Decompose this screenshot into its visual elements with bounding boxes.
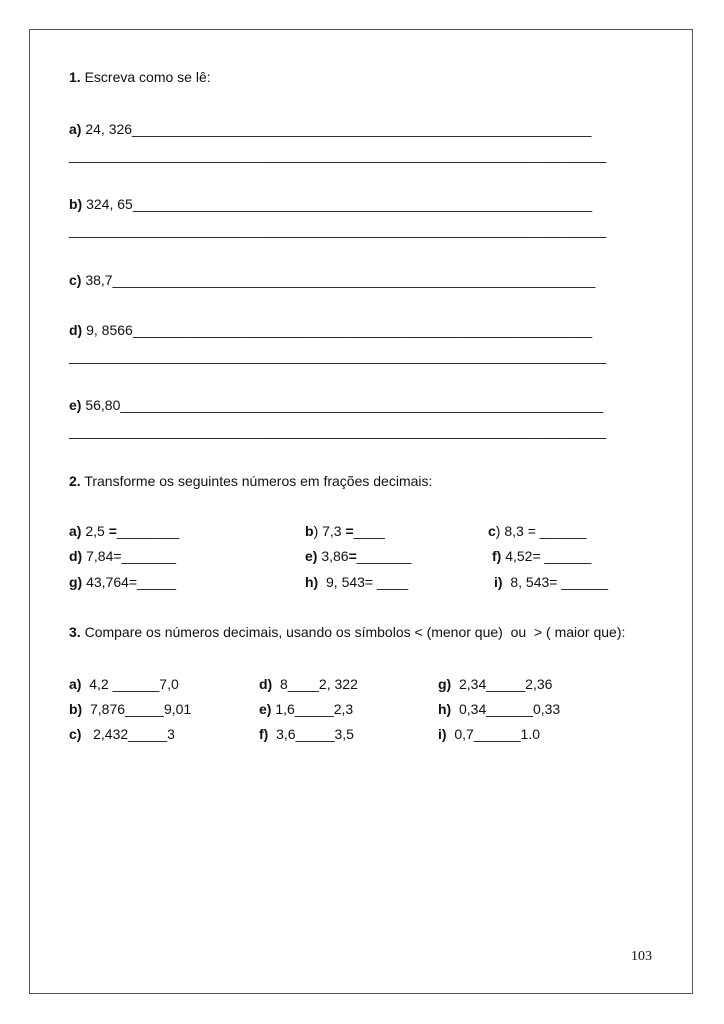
q3-item-b (69, 701, 191, 717)
q3-item-g (438, 676, 552, 692)
item-letter: c) (69, 272, 82, 288)
item-letter: e) (69, 397, 82, 413)
item-letter: b) (69, 196, 83, 212)
equals-sign: = (108, 523, 117, 539)
item-letter: c) (69, 726, 82, 742)
item-text: 2,5 (81, 523, 109, 539)
page-number: 103 (631, 949, 652, 964)
item-text: 4,52= ______ (501, 548, 592, 564)
item-text: 2,34_____2,36 (451, 676, 553, 692)
item-text: 9, 543= ____ (318, 574, 409, 590)
equals-sign: = (348, 548, 357, 564)
item-letter: i) (438, 726, 447, 742)
item-text: 324, 65___________________________________________________________ (82, 196, 593, 212)
item-text: 8____2, 322 (272, 676, 358, 692)
item-text: 3,86 (317, 548, 349, 564)
item-letter: e) (259, 701, 272, 717)
q1-item-e (69, 397, 603, 413)
q2-prompt: Transforme os seguintes números em frações decimais: (84, 473, 433, 489)
q2-item-b (305, 523, 385, 539)
q2-item-f (492, 548, 591, 564)
q2-item-d (69, 548, 176, 564)
item-text: 38,7______________________________________________________________ (81, 272, 596, 288)
item-letter: a) (69, 523, 82, 539)
item-text: 3,6_____3,5 (268, 726, 354, 742)
item-text: 9, 8566___________________________________________________________ (82, 322, 593, 338)
q1-prompt: Escreva como se lê: (84, 69, 211, 85)
item-text: ) 7,3 (313, 523, 346, 539)
q2-number: 2. (69, 473, 81, 489)
item-text: ) 8,3 = ______ (495, 523, 587, 539)
q2-heading (69, 473, 432, 489)
q3-item-h (438, 701, 560, 717)
item-letter: d) (69, 548, 83, 564)
item-text: 1,6_____2,3 (271, 701, 354, 717)
item-letter: d) (69, 322, 83, 338)
item-text: 7,84=_______ (82, 548, 177, 564)
item-letter: c (488, 523, 496, 539)
q3-heading (69, 624, 625, 640)
item-letter: g) (438, 676, 452, 692)
q3-number: 3. (69, 624, 81, 640)
item-text: 4,2 ______7,0 (81, 676, 179, 692)
q1-item-b-continuation: _____________________________________________________________________ (69, 222, 607, 238)
q1-number: 1. (69, 69, 81, 85)
q2-item-g (69, 574, 176, 590)
q2-item-e (305, 548, 411, 564)
item-letter: h) (438, 701, 452, 717)
q3-item-c (69, 726, 175, 742)
item-letter: a) (69, 676, 82, 692)
q1-item-a-continuation: _____________________________________________________________________ (69, 147, 607, 163)
q3-prompt: Compare os números decimais, usando os símbolos < (menor que) ou > ( maior que): (84, 624, 626, 640)
q3-item-d (259, 676, 358, 692)
q1-item-c (69, 272, 595, 288)
item-text: 7,876_____9,01 (82, 701, 192, 717)
page-border (29, 29, 693, 994)
answer-blank: ____ (353, 523, 385, 539)
item-letter: i) (494, 574, 503, 590)
item-letter: g) (69, 574, 83, 590)
item-letter: f) (492, 548, 502, 564)
q1-item-b (69, 196, 592, 212)
item-letter: a) (69, 121, 82, 137)
q1-item-d (69, 322, 592, 338)
q2-item-h (305, 574, 408, 590)
item-text: 2,432_____3 (81, 726, 175, 742)
q3-item-a (69, 676, 179, 692)
item-letter: d) (259, 676, 273, 692)
answer-blank: _______ (356, 548, 412, 564)
q1-item-d-continuation: _____________________________________________________________________ (69, 348, 607, 364)
item-letter: b (305, 523, 314, 539)
q2-item-c (488, 523, 586, 539)
q3-item-i (438, 726, 540, 742)
item-text: 24, 326___________________________________________________________ (81, 121, 592, 137)
item-text: 43,764=_____ (82, 574, 177, 590)
q1-item-e-continuation: _____________________________________________________________________ (69, 423, 607, 439)
item-letter: e) (305, 548, 318, 564)
q3-item-e (259, 701, 353, 717)
item-letter: b) (69, 701, 83, 717)
item-text: 8, 543= ______ (502, 574, 609, 590)
item-text: 0,34______0,33 (451, 701, 561, 717)
answer-blank: ________ (116, 523, 180, 539)
q1-heading (69, 69, 211, 85)
item-letter: h) (305, 574, 319, 590)
q1-item-a (69, 121, 591, 137)
q2-item-i (494, 574, 608, 590)
equals-sign: = (345, 523, 354, 539)
q2-item-a (69, 523, 179, 539)
item-text: 0,7______1.0 (446, 726, 540, 742)
q3-item-f (259, 726, 354, 742)
item-letter: f) (259, 726, 269, 742)
item-text: 56,80______________________________________________________________ (81, 397, 604, 413)
